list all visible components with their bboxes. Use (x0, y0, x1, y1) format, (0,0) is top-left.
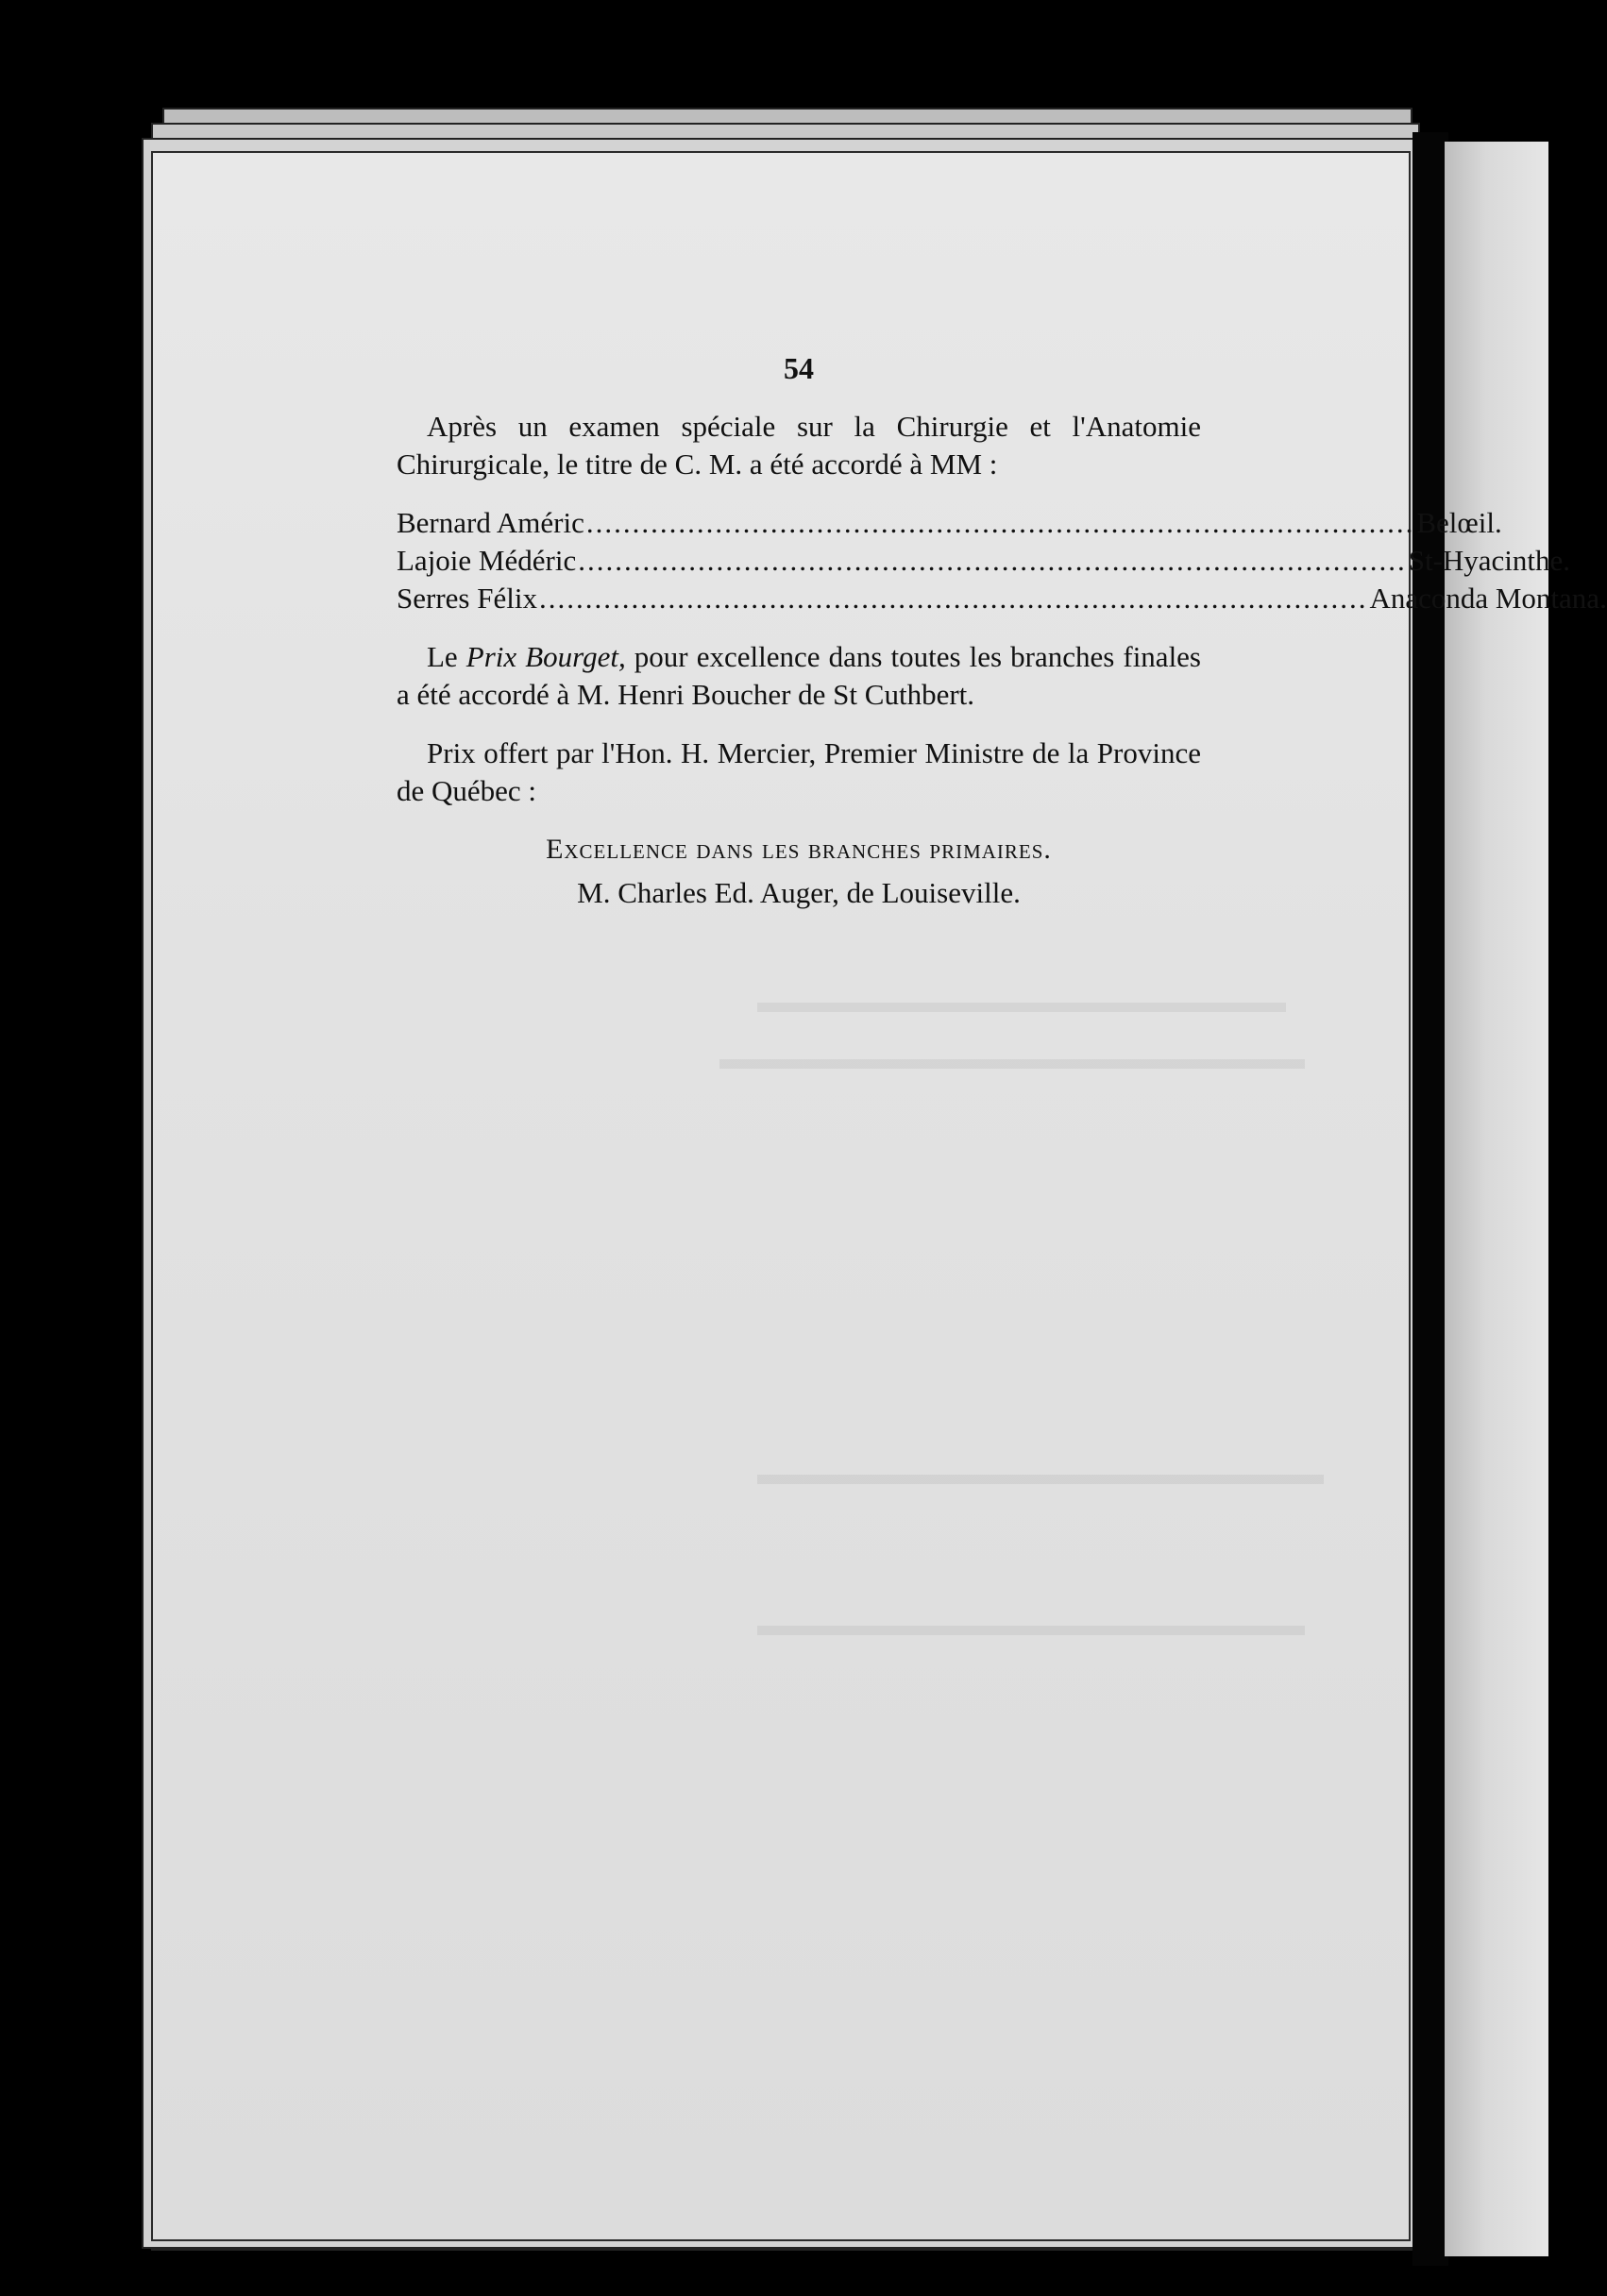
list-item (397, 504, 1502, 542)
leader-dots: .......................................................................................... (538, 582, 1368, 615)
graduate-name: Serres Félix (397, 582, 537, 615)
surgery-paragraph: Après un examen spéciale sur la Chirurgie et l'Anatomie Chirurgicale, le titre de C. M. a été accordé à MM : (397, 410, 1201, 481)
graduate-place: Anaconda Montana. (1369, 582, 1607, 615)
list-item (397, 542, 1571, 580)
bleed-through (757, 1003, 1286, 1012)
bourget-prize-paragraph: Le Prix Bourget, pour excellence dans toutes les branches finales a été accordé à M. Henri Boucher de St Cuthbert. (397, 640, 1201, 711)
book-gutter (1412, 132, 1448, 2266)
excellence-heading: Excellence dans les branches primaires. (546, 834, 1052, 865)
bleed-through (757, 1475, 1324, 1484)
list-item (397, 580, 1607, 617)
graduates-list (397, 504, 1607, 617)
leader-dots: .......................................................................................... (578, 544, 1407, 577)
leader-dots: .......................................................................................... (585, 506, 1415, 539)
bleed-through (719, 1059, 1305, 1069)
graduate-place: St-Hyacinthe. (1408, 544, 1571, 577)
page-number: 54 (784, 351, 814, 385)
graduate-name: Lajoie Médéric (397, 544, 577, 577)
prize-title: Prix Bourget, (465, 640, 626, 673)
page-text (397, 349, 1607, 912)
prize-recipient: M. Charles Ed. Auger, de Louiseville. (577, 876, 1021, 909)
graduate-place: Belœil. (1416, 506, 1502, 539)
mercier-prize-paragraph: Prix offert par l'Hon. H. Mercier, Premier Ministre de la Province de Québec : (397, 736, 1201, 807)
graduate-name: Bernard Améric (397, 506, 584, 539)
bleed-through (757, 1626, 1305, 1635)
adjacent-page (1445, 142, 1548, 2256)
